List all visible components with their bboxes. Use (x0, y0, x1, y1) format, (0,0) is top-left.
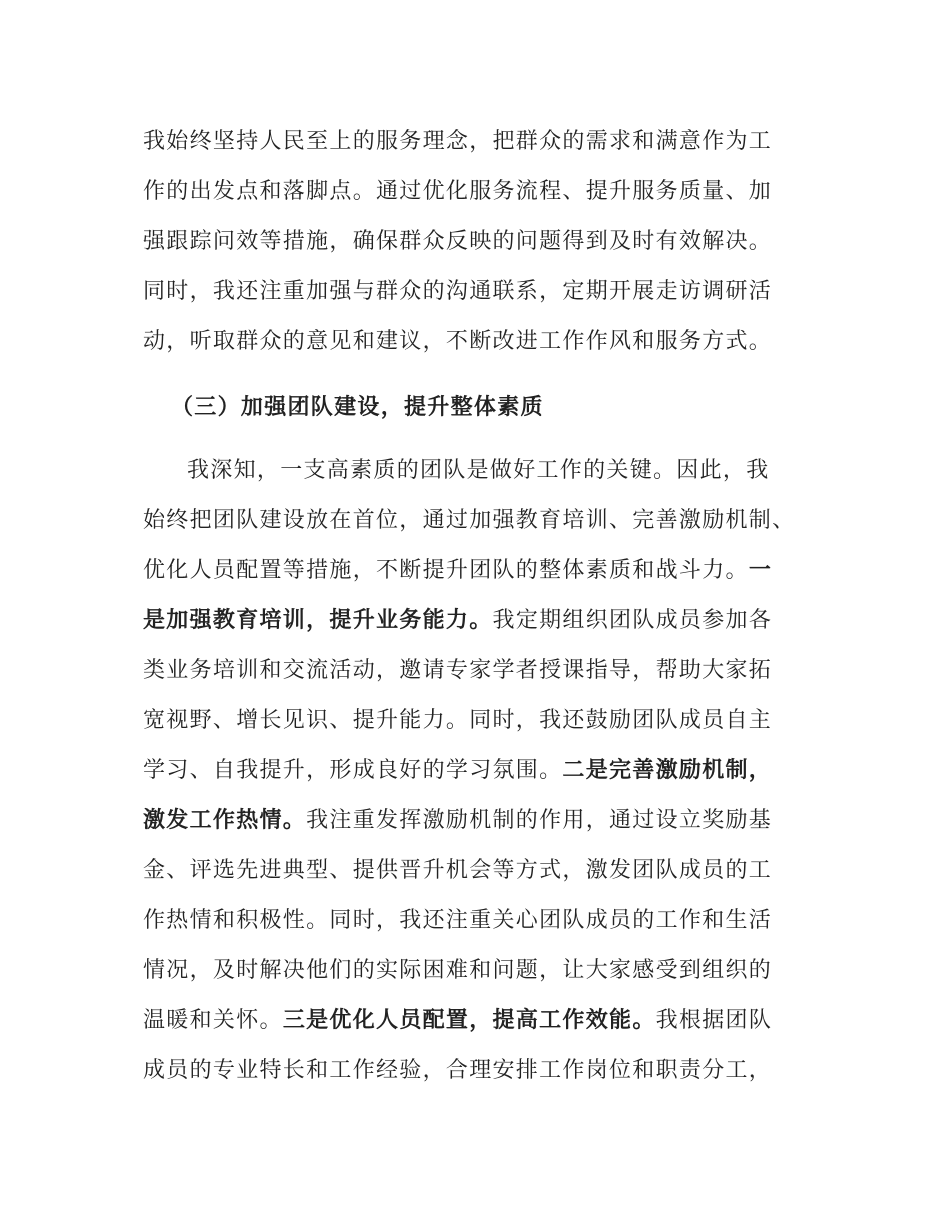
paragraph-1-line-4: 同时，我还注重加强与群众的沟通联系，定期开展走访调研活 (143, 279, 773, 304)
paragraph-2-line-1: 我深知，一支高素质的团队是做好工作的关键。因此，我 (187, 458, 770, 483)
section-heading: （三）加强团队建设，提升整体素质 (171, 395, 544, 420)
paragraph-2-line-11: 情况，及时解决他们的实际困难和问题，让大家感受到组织的 (143, 958, 773, 983)
paragraph-2-line-10: 作热情和积极性。同时，我还注重关心团队成员的工作和生活 (143, 908, 773, 933)
paragraph-2-line-13: 成员的专业特长和工作经验，合理安排工作岗位和职责分工， (143, 1058, 773, 1083)
paragraph-2-line-8 (143, 806, 772, 836)
paragraph-2-line-7-text: 学习、自我提升，形成良好的学习氛围。 (143, 758, 563, 783)
paragraph-2-line-7-bold: 二是完善激励机制， (562, 758, 773, 783)
paragraph-1-line-5: 动，听取群众的意见和建议，不断改进工作作风和服务方式。 (143, 329, 773, 354)
paragraph-2-line-3 (143, 556, 772, 586)
paragraph-2-line-8-bold: 激发工作热情。 (143, 808, 307, 833)
paragraph-1-line-3: 强跟踪问效等措施，确保群众反映的问题得到及时有效解决。 (143, 229, 773, 254)
paragraph-2-line-12-text-2: 我根据团队 (655, 1008, 773, 1033)
paragraph-2-line-2: 始终把团队建设放在首位，通过加强教育培训、完善激励机制、 (143, 508, 796, 533)
paragraph-2-line-12 (143, 1006, 772, 1036)
paragraph-2-line-8-text: 我注重发挥激励机制的作用，通过设立奖励基 (306, 808, 773, 833)
paragraph-2-line-6: 宽视野、增长见识、提升能力。同时，我还鼓励团队成员自主 (143, 708, 773, 733)
paragraph-2-line-4-bold: 是加强教育培训，提升业务能力。 (143, 608, 493, 633)
paragraph-2-line-12-text: 温暖和关怀。 (143, 1008, 283, 1033)
paragraph-2-line-4 (143, 606, 772, 636)
paragraph-2-line-9: 金、评选先进典型、提供晋升机会等方式，激发团队成员的工 (143, 858, 773, 883)
paragraph-1-line-1: 我始终坚持人民至上的服务理念，把群众的需求和满意作为工 (143, 129, 773, 154)
paragraph-1-line-2: 作的出发点和落脚点。通过优化服务流程、提升服务质量、加 (143, 179, 773, 204)
paragraph-2-line-3-text: 优化人员配置等措施，不断提升团队的整体素质和战斗力。 (143, 558, 749, 583)
paragraph-2-line-3-bold: 一 (748, 558, 773, 583)
paragraph-2-line-4-text: 我定期组织团队成员参加各 (492, 608, 773, 633)
paragraph-2-line-12-bold: 三是优化人员配置，提高工作效能。 (282, 1008, 656, 1033)
paragraph-2-line-7 (143, 756, 772, 786)
paragraph-2-line-5: 类业务培训和交流活动，邀请专家学者授课指导，帮助大家拓 (143, 658, 773, 683)
